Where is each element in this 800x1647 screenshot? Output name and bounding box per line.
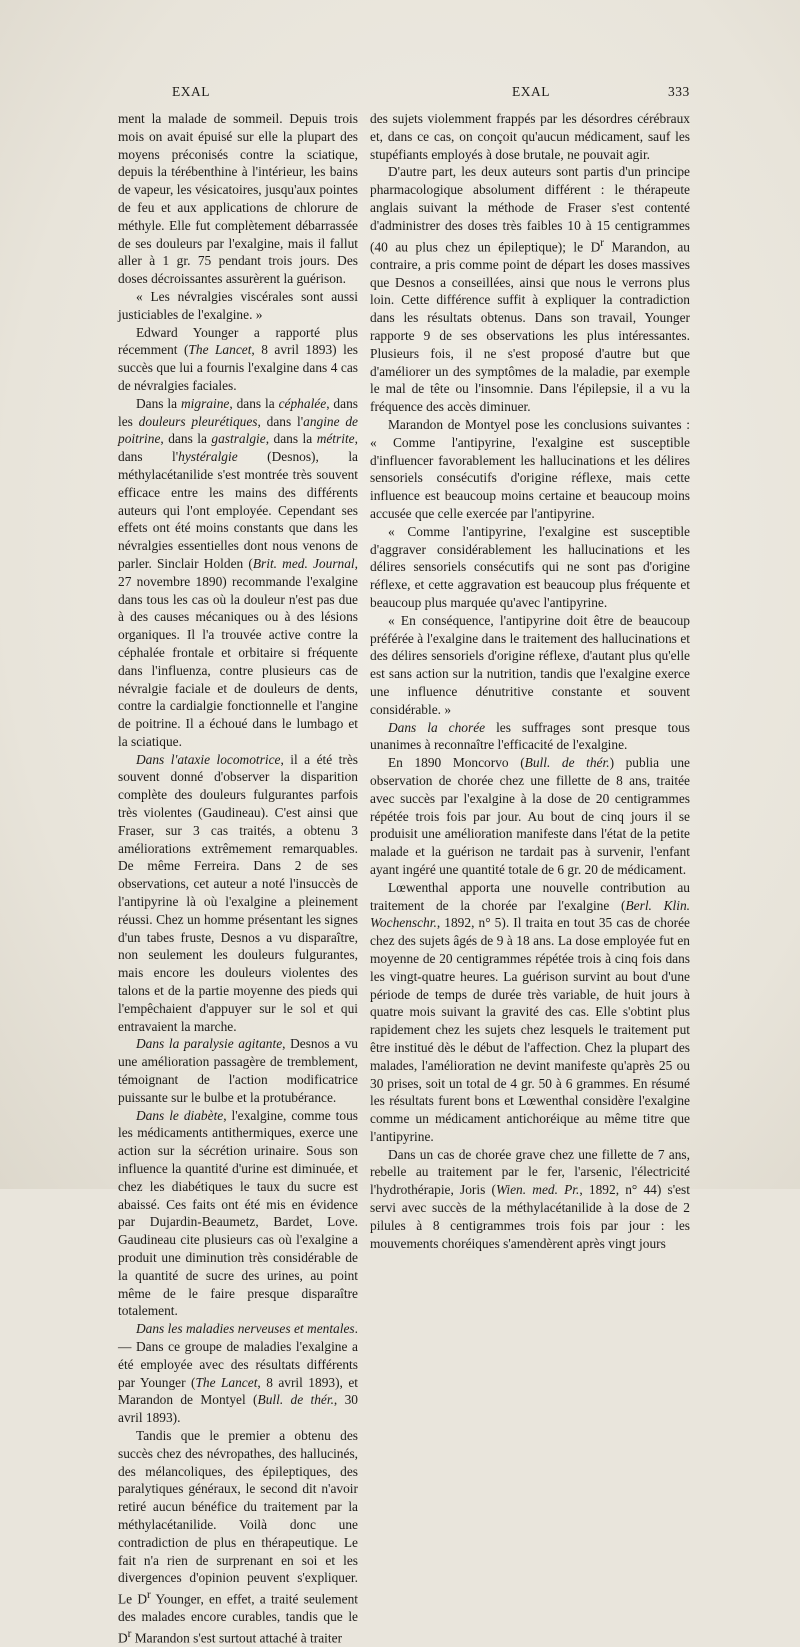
paragraph: Dans les maladies nerveuses et mentales. — Dans ce groupe de maladies l'exalgine a été employée avec des résultats différents par Younger (The Lancet, 8 avril 1893), et Marandon de Montyel (Bull. de thér., 30 avril 1893). bbox=[118, 1321, 358, 1426]
paragraph: D'autre part, les deux auteurs sont partis d'un principe pharmacologique absolument différent : le thérapeute anglais suivant la méthode de Fraser s'est contenté d'administrer des doses très faibles 10 à 15 centigrammes (40 au plus chez un épileptique); le $D^r$ Marandon, au contraire, a pris comme point de départ les doses massives que Desnos a conseillées, ainsi que nous le verrons plus loin. Cette différence suffit à expliquer la contradiction dans les résultats obtenus. Dans son travail, Younger rapporte 9 de ses observations les plus intéressantes. Plusieurs fois, il ne s'est proposé d'autre but que d'améliorer un des symptômes de la maladie, par exemple le mal de tête ou l'insomnie. Dans l'épilepsie, il a vu la fréquence des accès diminuer. bbox=[370, 164, 690, 415]
paragraph: Tandis que le premier a obtenu des succès chez des névropathes, des hallucinés, des mélancoliques, des épileptiques, des paralytiques généraux, le second dit n'avoir retiré aucun bénéfice du traitement par la méthylacétanilide. Voilà donc une contradiction de plus en thérapeutique. Le fait n'a rien de surprenant en soi et les divergences d'opinion peuvent s'expliquer. Le $D^r$ Younger, en effet, a traité seulement des malades encore curables, tandis que le $D^r$ Marandon s'est surtout attaché à traiter bbox=[118, 1427, 358, 1646]
paragraph: « Les névralgies viscérales sont aussi justiciables de l'exalgine. » bbox=[118, 288, 358, 322]
paragraph: Lœwenthal apporta une nouvelle contribution au traitement de la chorée par l'exalgine (Berl. Klin. Wochenschr., 1892, n° 5). Il traita en tout 35 cas de chorée chez des sujets âgés de 9 à 18 ans. La dose employée fut en moyenne de 20 centigrammes répétée trois à cinq fois dans les vingt-quatre heures. La guérison survint au bout d'une période de temps de durée très variable, de huit jours à quatre mois suivant la gravité des cas. Elle s'obtint plus rapidement chez les sujets chez lesquels le traitement put être institué dès le début de l'affection. Chez la plupart des malades, l'amélioration ne devint manifeste qu'après 25 ou 30 prises, soit un total de 4 gr. 50 à 6 grammes. En résumé les résultats furent bons et Lœwenthal considère l'exalgine comme un médicament antichoréique au même titre que l'antipyrine. bbox=[370, 879, 690, 1144]
paragraph: Dans un cas de chorée grave chez une fillette de 7 ans, rebelle au traitement par le fer, l'arsenic, l'électricité l'hydrothérapie, Joris (Wien. med. Pr., 1892, n° 44) s'est servi avec succès de la méthylacétanilide à la dose de 2 pilules à 8 centigrammes trois fois par jour : les mouvements choréiques s'amendèrent après vingt jours bbox=[370, 1146, 690, 1251]
paragraph: « Comme l'antipyrine, l'exalgine est susceptible d'aggraver considérablement les hallucinations et les délires sensoriels consécutifs qui ne sont pas d'origine réflexe, et cette aggravation est beaucoup plus fréquente et beaucoup plus marquée qu'avec l'antipyrine. bbox=[370, 523, 690, 610]
paragraph: Dans la paralysie agitante, Desnos a vu une amélioration passagère de tremblement, témoignant de l'action modificatrice puissante sur le bulbe et la protubérance. bbox=[118, 1036, 359, 1105]
paragraph: Edward Younger a rapporté plus récemment (The Lancet, 8 avril 1893) les succès que lui a fournis l'exalgine dans 4 cas de névralgies faciales. bbox=[118, 324, 358, 393]
paragraph: Dans la chorée les suffrages sont presque tous unanimes à reconnaître l'efficacité de l'exalgine. bbox=[370, 719, 690, 753]
paragraph: Dans le diabète, l'exalgine, comme tous les médicaments antithermiques, exerce une action sur la sécrétion urinaire. Sous son influence la quantité d'urine est diminuée, et chez les diabétiques le taux du sucre est abaissé. Ces faits ont été mis en évidence par Dujardin-Beaumetz, Bardet, Love. Gaudineau cite plusieurs cas où l'exalgine a produit une diminution très considérable de la quantité de sucre des urines, au point même de le faire presque disparaître totalement. bbox=[118, 1107, 359, 1319]
left-column bbox=[118, 110, 358, 1647]
paragraph: En 1890 Moncorvo (Bull. de thér.) publia une observation de chorée chez une fillette de 8 ans, traitée avec succès par l'exalgine à la dose de 20 centigrammes répétée trois fois par jour. Au bout de cinq jours il se produisit une amélioration manifeste dans l'état de la petite malade et la guérison ne tardait pas à survenir, l'enfant ayant ingéré une quantité totale de 6 gr. 20 de médicament. bbox=[370, 755, 690, 877]
right-column bbox=[370, 110, 690, 1252]
page-number: 333 bbox=[668, 84, 690, 99]
paragraph: « En conséquence, l'antipyrine doit être de beaucoup préférée à l'exalgine dans le traitement des hallucinations et des délires sensoriels d'origine réflexe, d'autant plus qu'elle est sans action sur la nutrition, tandis que l'exalgine exerce une influence dénutritive constante et souvent considérable. » bbox=[370, 612, 690, 717]
running-head bbox=[0, 84, 800, 106]
paragraph: des sujets violemment frappés par les désordres cérébraux et, dans ce cas, on conçoit qu'aucun médicament, sauf les stupéfiants employés à dose brutale, ne pouvait agir. bbox=[370, 111, 690, 162]
paragraph: ment la malade de sommeil. Depuis trois mois on avait épuisé sur elle la plupart des moyens préconisés contre la sciatique, depuis la térébenthine à l'intérieur, les bains de vapeur, les vésicatoires, jusqu'aux pointes de feu et aux applications de chlorure de méthyle. Elle fut complètement débarrassée de ses douleurs par l'exalgine, mais il fallut aller à 1 gr. 75 pendant trois jours. Des doses décroissantes assurèrent la guérison. bbox=[118, 111, 358, 287]
paragraph: Marandon de Montyel pose les conclusions suivantes : « Comme l'antipyrine, l'exalgine est susceptible d'influencer favorablement les hallucinations et les délires sensoriels consécutifs d'origine réflexe, mais cette influence est beaucoup moins certaine et beaucoup moins accusée que celle exercée par l'antipyrine. bbox=[370, 417, 690, 521]
paragraph: Dans la migraine, dans la céphalée, dans les douleurs pleurétiques, dans l'angine de poitrine, dans la gastralgie, dans la métrite, dans l'hystéralgie (Desnos), la méthylacétanilide s'est montrée très souvent efficace entre les mains des différents auteurs qui l'ont employée. Cependant ses effets ont été moins constants que dans les névralgies essentielles dont nous venons de parler. Sinclair Holden (Brit. med. Journal, 27 novembre 1890) recommande l'exalgine dans tous les cas où la douleur n'est pas due à des causes mécaniques ou à des lésions organiques. Il l'a trouvée active contre la céphalée frontale et orbitaire si fréquente dans l'influenza, contre plusieurs cas de névralgie faciale et de douleurs de dents, contre la cardialgie fonctionnelle et l'angine de poitrine. Il a échoué dans le lumbago et la sciatique. bbox=[118, 395, 359, 749]
running-head-left: EXAL bbox=[172, 84, 210, 99]
paragraph: Dans l'ataxie locomotrice, il a été très souvent donné d'observer la disparition complète des douleurs fulgurantes parfois très violentes (Gaudineau). C'est ainsi que Fraser, sur 3 cas traités, a obtenu 3 améliorations extrêmement remarquables. De même Ferreira. Dans 2 de ses observations, cet auteur a noté l'insuccès de l'antipyrine là où l'exalgine a pleinement réussi. Chez un homme présentant les signes d'un tabes fruste, Desnos a vu disparaître, non seulement les douleurs fulgurantes, mais encore les douleurs violentes des talons et de la partie moyenne des pieds qui l'empêchaient d'appuyer sur le sol et qui entravaient la marche. bbox=[118, 751, 358, 1034]
running-head-right: EXAL bbox=[512, 84, 550, 99]
